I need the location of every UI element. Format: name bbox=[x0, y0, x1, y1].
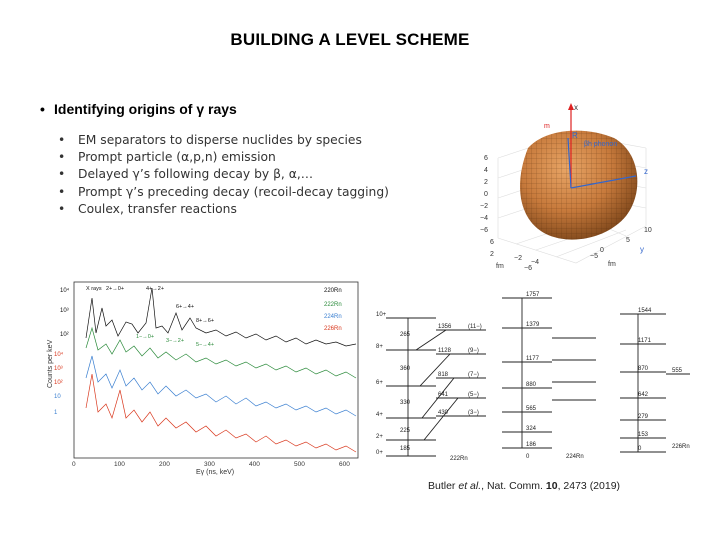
svg-text:430: 430 bbox=[438, 410, 449, 416]
svg-text:10: 10 bbox=[644, 227, 652, 234]
svg-text:0: 0 bbox=[600, 247, 604, 254]
svg-text:880: 880 bbox=[526, 382, 537, 388]
svg-text:330: 330 bbox=[400, 400, 411, 406]
bullet-dot-icon: • bbox=[58, 184, 66, 199]
svg-text:−6: −6 bbox=[524, 265, 532, 272]
level-lines-left bbox=[386, 318, 486, 456]
svg-text:2+→0+: 2+→0+ bbox=[106, 286, 125, 292]
svg-text:1−→0+: 1−→0+ bbox=[136, 334, 155, 340]
svg-text:10⁴: 10⁴ bbox=[54, 352, 64, 358]
svg-text:10+: 10+ bbox=[376, 312, 387, 318]
citation: Butler et al., Nat. Comm. 10, 2473 (2019) bbox=[428, 480, 621, 492]
svg-text:265: 265 bbox=[400, 332, 411, 338]
svg-text:10⁴: 10⁴ bbox=[60, 288, 70, 294]
level-lines-right bbox=[620, 314, 690, 452]
sub-bullet bbox=[58, 132, 389, 149]
svg-text:8+: 8+ bbox=[376, 344, 383, 350]
phonon-label: βh phonon bbox=[584, 141, 618, 148]
svg-text:870: 870 bbox=[638, 366, 649, 372]
svg-text:222Rn: 222Rn bbox=[450, 456, 468, 462]
svg-text:641: 641 bbox=[438, 392, 449, 398]
svg-text:0: 0 bbox=[484, 191, 488, 198]
slide-title: BUILDING A LEVEL SCHEME bbox=[230, 30, 470, 49]
svg-text:0: 0 bbox=[72, 461, 76, 468]
svg-text:3−→2+: 3−→2+ bbox=[166, 338, 185, 344]
gamma-spectra-figure bbox=[46, 278, 368, 478]
plot-frame bbox=[74, 282, 358, 458]
bullet-dot-icon: • bbox=[40, 101, 45, 117]
z-axis-label: z bbox=[644, 167, 648, 176]
svg-text:(5−): (5−) bbox=[468, 392, 479, 398]
svg-text:224Rn: 224Rn bbox=[324, 314, 342, 320]
sub-bullet bbox=[58, 201, 389, 218]
svg-text:8+→6+: 8+→6+ bbox=[196, 318, 215, 324]
svg-text:(7−): (7−) bbox=[468, 372, 479, 378]
m-label: m bbox=[544, 123, 550, 130]
svg-text:4: 4 bbox=[484, 167, 488, 174]
svg-text:2: 2 bbox=[490, 251, 494, 258]
sub-bullet-text: Prompt γ’s preceding decay (recoil-decay tagging) bbox=[78, 184, 389, 199]
svg-text:5−→4+: 5−→4+ bbox=[196, 342, 215, 348]
svg-text:200: 200 bbox=[159, 461, 170, 468]
svg-text:10: 10 bbox=[54, 394, 61, 400]
svg-text:818: 818 bbox=[438, 372, 449, 378]
svg-text:2: 2 bbox=[484, 179, 488, 186]
peak-labels bbox=[86, 286, 214, 348]
sub-bullet-text: EM separators to disperse nuclides by species bbox=[78, 133, 362, 147]
svg-text:225: 225 bbox=[400, 428, 411, 434]
spectrum-blue bbox=[86, 356, 356, 416]
energy-labels-middle bbox=[526, 292, 584, 460]
svg-text:−2: −2 bbox=[514, 255, 522, 262]
bullet-dot-icon: • bbox=[58, 150, 66, 165]
nucleus-shape-figure bbox=[476, 98, 662, 272]
svg-text:220Rn: 220Rn bbox=[324, 288, 342, 294]
svg-text:1356: 1356 bbox=[438, 324, 452, 330]
main-bullet bbox=[40, 101, 237, 117]
x-axis-label: Eγ (ns, keV) bbox=[196, 469, 235, 476]
svg-text:−5: −5 bbox=[590, 253, 598, 260]
y-ticks bbox=[54, 287, 70, 416]
svg-text:300: 300 bbox=[204, 461, 215, 468]
level-lines-middle bbox=[502, 298, 596, 448]
svg-text:1: 1 bbox=[54, 410, 58, 416]
y-axis-label: y bbox=[640, 245, 644, 254]
transition-arrows-left bbox=[408, 318, 458, 456]
svg-text:1128: 1128 bbox=[438, 348, 451, 354]
svg-text:500: 500 bbox=[294, 461, 305, 468]
spectrum-green bbox=[86, 328, 356, 378]
svg-text:185: 185 bbox=[400, 446, 411, 452]
svg-text:6: 6 bbox=[484, 155, 488, 162]
svg-text:224Rn: 224Rn bbox=[566, 454, 584, 460]
svg-text:324: 324 bbox=[526, 426, 537, 432]
sub-bullet bbox=[58, 166, 389, 183]
svg-text:600: 600 bbox=[339, 461, 350, 468]
spin-labels-left bbox=[376, 312, 482, 462]
svg-text:360: 360 bbox=[400, 366, 411, 372]
svg-text:1757: 1757 bbox=[526, 292, 540, 298]
svg-text:−6: −6 bbox=[480, 227, 488, 234]
svg-text:6+→4+: 6+→4+ bbox=[176, 304, 195, 310]
svg-text:−4: −4 bbox=[531, 259, 539, 266]
svg-text:(9−): (9−) bbox=[468, 348, 479, 354]
energy-labels-right bbox=[638, 308, 690, 452]
sub-bullet bbox=[58, 149, 389, 166]
x-axis-label: x bbox=[574, 103, 578, 112]
bullet-dot-icon: • bbox=[58, 201, 66, 216]
svg-text:222Rn: 222Rn bbox=[324, 302, 342, 308]
main-bullet-text: Identifying origins of γ rays bbox=[54, 101, 237, 117]
svg-text:1177: 1177 bbox=[526, 356, 539, 362]
svg-text:5: 5 bbox=[626, 237, 630, 244]
svg-text:4+→2+: 4+→2+ bbox=[146, 286, 165, 292]
svg-text:226Rn: 226Rn bbox=[324, 326, 342, 332]
svg-text:6+: 6+ bbox=[376, 380, 383, 386]
svg-text:1379: 1379 bbox=[526, 322, 540, 328]
svg-text:X rays: X rays bbox=[86, 286, 102, 292]
svg-text:0: 0 bbox=[638, 446, 642, 452]
svg-text:10³: 10³ bbox=[54, 366, 63, 372]
svg-text:2+: 2+ bbox=[376, 434, 383, 440]
bullet-dot-icon: • bbox=[58, 167, 66, 182]
svg-text:(3−): (3−) bbox=[468, 410, 479, 416]
svg-text:fm: fm bbox=[608, 261, 616, 268]
svg-text:fm: fm bbox=[496, 263, 504, 270]
svg-text:1171: 1171 bbox=[638, 338, 651, 344]
svg-text:226Rn: 226Rn bbox=[672, 444, 690, 450]
svg-text:10²: 10² bbox=[60, 332, 69, 338]
svg-text:153: 153 bbox=[638, 432, 649, 438]
r-label: R bbox=[572, 131, 578, 140]
sub-bullet-text: Prompt particle (α,p,n) emission bbox=[78, 150, 276, 165]
svg-text:642: 642 bbox=[638, 392, 649, 398]
sub-bullet-text: Delayed γ’s following decay by β, α,… bbox=[78, 167, 314, 182]
svg-text:555: 555 bbox=[672, 368, 683, 374]
svg-text:1544: 1544 bbox=[638, 308, 652, 314]
x-ticks bbox=[72, 461, 350, 468]
spectrum-black bbox=[86, 288, 356, 346]
panel-labels bbox=[324, 288, 342, 332]
bullet-dot-icon: • bbox=[58, 133, 66, 147]
svg-text:10²: 10² bbox=[54, 380, 63, 386]
svg-text:400: 400 bbox=[249, 461, 260, 468]
sub-bullet bbox=[58, 184, 389, 201]
z-ticks bbox=[480, 155, 488, 234]
level-scheme-figure bbox=[376, 288, 698, 466]
svg-text:6: 6 bbox=[490, 239, 494, 246]
svg-text:4+: 4+ bbox=[376, 412, 383, 418]
svg-text:(11−): (11−) bbox=[468, 324, 482, 330]
svg-text:0+: 0+ bbox=[376, 450, 383, 456]
svg-text:10³: 10³ bbox=[60, 308, 69, 314]
sub-bullet-list bbox=[58, 132, 389, 218]
svg-text:186: 186 bbox=[526, 442, 537, 448]
sub-bullet-text: Coulex, transfer reactions bbox=[78, 201, 237, 216]
y-axis-label: Counts per keV bbox=[47, 339, 54, 388]
svg-text:−4: −4 bbox=[480, 215, 488, 222]
svg-text:−2: −2 bbox=[480, 203, 488, 210]
svg-text:100: 100 bbox=[114, 461, 125, 468]
svg-text:0: 0 bbox=[526, 454, 530, 460]
svg-text:279: 279 bbox=[638, 414, 649, 420]
svg-text:565: 565 bbox=[526, 406, 537, 412]
